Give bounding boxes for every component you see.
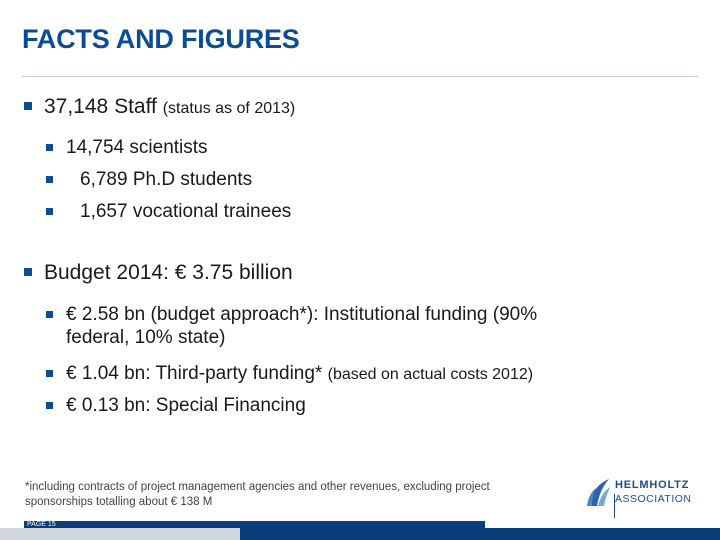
bullet-square-icon [24,102,32,110]
staff-item-label: vocational trainees [132,201,292,222]
footer-band-light [0,528,240,540]
logo-name: HELMHOLTZ [615,479,690,491]
footnote-line1: *including contracts of project management agencies and other revenues, excluding project [25,481,490,493]
bullet-square-icon [46,311,53,318]
staff-item-count: 6,789 [80,169,128,190]
budget-item-note: (based on actual costs 2012) [327,366,534,383]
budget-item-line1: € 2.58 bn (budget approach*): Institutional funding (90% [66,304,538,325]
budget-item-special [46,394,306,417]
bullet-square-icon [46,176,53,183]
budget-total: Budget 2014: € 3.75 billion [44,261,293,284]
staff-item-count: 14,754 [66,137,125,158]
footnote [25,480,545,510]
footer-band [0,528,720,540]
staff-item-scientists [46,136,208,159]
budget-item-thirdparty [46,362,533,386]
budget-item-text: € 0.13 bn: Special Financing [66,395,306,416]
page-number: PAGE 15 [24,521,485,528]
logo-divider [614,494,615,518]
title-divider [22,76,698,77]
budget-bullet [24,260,293,286]
slide-title: FACTS AND FIGURES [22,24,300,54]
staff-item-trainees [46,200,291,223]
helmholtz-logo [585,474,700,518]
staff-item-label: scientists [129,137,208,158]
bullet-square-icon [46,402,53,409]
staff-note: (status as of 2013) [162,100,296,117]
bullet-square-icon [46,370,53,377]
helmholtz-wave-icon [585,476,611,510]
staff-bullet [24,94,295,122]
budget-item-institutional [46,303,537,349]
footnote-line2: sponsorships totalling about € 138 M [25,496,213,508]
bullet-square-icon [24,268,32,276]
staff-item-count: 1,657 [80,201,128,222]
staff-count: 37,148 Staff [44,95,157,118]
budget-item-text: € 1.04 bn: Third-party funding* [66,363,323,384]
logo-sub: ASSOCIATION [615,493,692,505]
footer-band-dark [240,528,720,540]
bullet-square-icon [46,144,53,151]
bullet-square-icon [46,208,53,215]
staff-item-phd [46,168,252,191]
budget-item-line2: federal, 10% state) [66,327,226,348]
staff-item-label: Ph.D students [132,169,253,190]
